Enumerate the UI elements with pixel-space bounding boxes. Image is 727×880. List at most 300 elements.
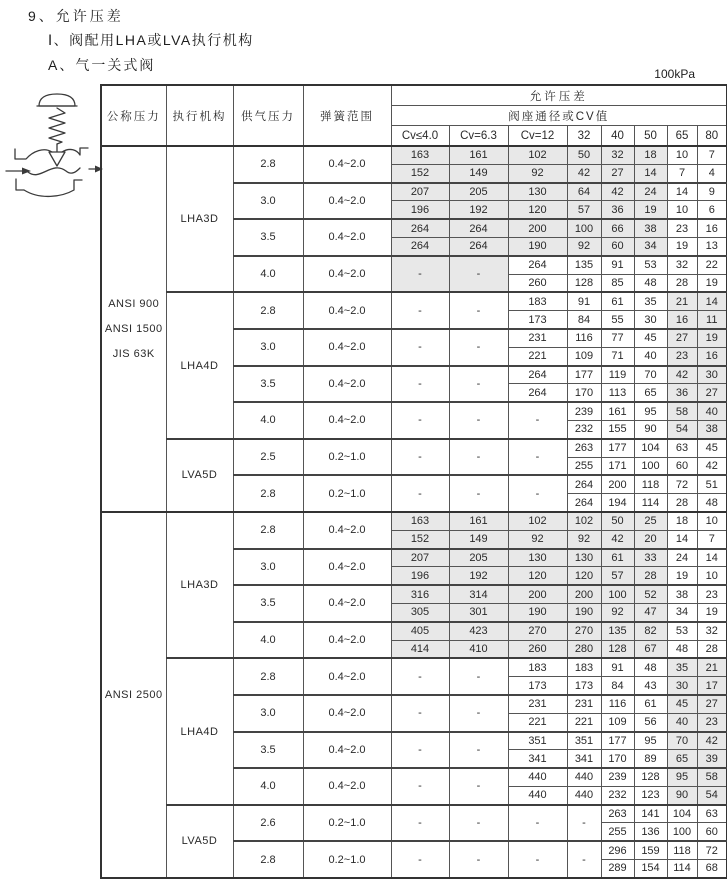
unit-note: 100kPa [654,67,695,81]
value-cell: 301 [449,603,508,621]
value-cell: 128 [601,640,634,658]
value-cell: 92 [601,603,634,621]
supply-pressure-cell: 2.8 [233,658,303,695]
value-cell: 30 [697,366,727,384]
value-cell: 194 [601,494,634,512]
value-cell: 23 [697,585,727,603]
value-cell: 116 [601,695,634,713]
value-cell: 130 [567,549,601,567]
value-cell: 23 [667,219,697,237]
value-cell: 341 [567,750,601,768]
header-row-1 [101,85,727,106]
value-cell: 270 [508,622,567,640]
value-cell: 239 [567,402,601,420]
actuator-cell: LHA4D [166,658,233,804]
header-actuator: 执行机构 [166,85,233,146]
value-cell: 35 [667,658,697,676]
value-cell: 14 [667,183,697,201]
value-cell: 231 [508,329,567,347]
value-cell: 270 [567,622,601,640]
value-cell: 91 [601,658,634,676]
value-cell: 200 [601,475,634,493]
value-cell: 114 [667,860,697,878]
dash-cell: - [449,366,508,403]
spring-range-cell: 0.4~2.0 [303,512,391,549]
spring-range-cell: 0.4~2.0 [303,366,391,403]
header-allowable-dp: 允许压差 [391,85,727,106]
value-cell: 54 [667,420,697,438]
dash-cell: - [508,475,567,512]
supply-pressure-cell: 4.0 [233,622,303,659]
value-cell: 82 [634,622,667,640]
actuator-cell: LHA3D [166,512,233,658]
spring-range-cell: 0.4~2.0 [303,183,391,220]
value-cell: 14 [697,549,727,567]
header-cv-col-3: 32 [567,126,601,147]
value-cell: 263 [567,439,601,457]
value-cell: 42 [697,732,727,750]
value-cell: 61 [601,292,634,310]
value-cell: 232 [601,786,634,804]
spring-range-cell: 0.4~2.0 [303,219,391,256]
value-cell: 264 [449,237,508,255]
value-cell: 43 [634,677,667,695]
value-cell: 58 [697,768,727,786]
value-cell: 42 [697,457,727,475]
value-cell: 54 [697,786,727,804]
nominal-pressure-cell [101,146,166,512]
value-cell: 45 [697,439,727,457]
spring-range-cell: 0.4~2.0 [303,622,391,659]
value-cell: 90 [634,420,667,438]
value-cell: 104 [634,439,667,457]
dash-cell: - [391,256,449,293]
dash-cell: - [391,329,449,366]
value-cell: 60 [601,237,634,255]
dash-cell: - [391,292,449,329]
value-cell: 190 [567,603,601,621]
value-cell: 23 [667,347,697,365]
value-cell: 130 [508,183,567,201]
value-cell: 113 [601,384,634,402]
value-cell: 6 [697,201,727,219]
spring-range-cell: 0.4~2.0 [303,732,391,769]
value-cell: 100 [601,585,634,603]
value-cell: 163 [391,512,449,530]
value-cell: 102 [508,146,567,164]
body-upper-right [62,148,88,155]
value-cell: 177 [601,732,634,750]
value-cell: 200 [508,585,567,603]
section-title: 9、允许压差 [28,8,124,24]
dash-cell: - [567,805,601,842]
header-cv-col-6: 65 [667,126,697,147]
value-cell: 316 [391,585,449,603]
value-cell: 27 [601,164,634,182]
value-cell: 161 [449,512,508,530]
dash-cell: - [391,475,449,512]
spring-range-cell: 0.4~2.0 [303,549,391,586]
value-cell: 34 [634,237,667,255]
dash-cell: - [391,841,449,878]
dash-cell: - [391,695,449,732]
table-row [101,146,727,164]
pneumatic-valve-diagram-icon [4,92,104,198]
header-nominal-pressure: 公称压力 [101,85,166,146]
value-cell: 264 [391,237,449,255]
value-cell: 28 [667,274,697,292]
value-cell: 28 [697,640,727,658]
value-cell: 173 [567,677,601,695]
value-cell: 155 [601,420,634,438]
value-cell: 314 [449,585,508,603]
value-cell: 296 [601,841,634,859]
value-cell: 260 [508,274,567,292]
value-cell: 92 [508,530,567,548]
valve-plug [49,152,65,166]
spring-range-cell: 0.4~2.0 [303,256,391,293]
value-cell: 72 [697,841,727,859]
value-cell: 48 [697,494,727,512]
value-cell: 63 [667,439,697,457]
value-cell: 183 [508,658,567,676]
value-cell: 57 [601,567,634,585]
value-cell: 177 [601,439,634,457]
value-cell: 255 [567,457,601,475]
value-cell: 51 [697,475,727,493]
value-cell: 33 [634,549,667,567]
supply-pressure-cell: 3.5 [233,219,303,256]
value-cell: 120 [508,201,567,219]
body-lower [24,180,82,196]
value-cell: 19 [697,274,727,292]
dash-cell: - [391,768,449,805]
value-cell: 440 [567,786,601,804]
supply-pressure-cell: 3.5 [233,732,303,769]
dash-cell: - [449,402,508,439]
value-cell: 68 [697,860,727,878]
value-cell: 16 [697,219,727,237]
value-cell: 60 [697,823,727,841]
value-cell: 36 [667,384,697,402]
value-cell: 177 [567,366,601,384]
value-cell: 39 [697,750,727,768]
value-cell: 50 [567,146,601,164]
dash-cell: - [508,841,567,878]
value-cell: 61 [634,695,667,713]
value-cell: 231 [508,695,567,713]
spring-range-cell: 0.4~2.0 [303,146,391,183]
value-cell: 42 [601,183,634,201]
value-cell: 192 [449,567,508,585]
dash-cell: - [449,658,508,695]
value-cell: 100 [667,823,697,841]
value-cell: 85 [601,274,634,292]
value-cell: 22 [697,256,727,274]
value-cell: 25 [634,512,667,530]
dash-cell: - [391,805,449,842]
table-row [101,658,727,676]
value-cell: 67 [634,640,667,658]
value-cell: 50 [601,512,634,530]
value-cell: 173 [508,311,567,329]
value-cell: 100 [567,219,601,237]
supply-pressure-cell: 4.0 [233,256,303,293]
value-cell: 9 [697,183,727,201]
spring-range-cell: 0.2~1.0 [303,841,391,878]
value-cell: 28 [634,567,667,585]
value-cell: 27 [697,695,727,713]
value-cell: 42 [601,530,634,548]
value-cell: 92 [508,164,567,182]
value-cell: 154 [634,860,667,878]
value-cell: 91 [567,292,601,310]
spring-range-cell: 0.4~2.0 [303,402,391,439]
value-cell: 170 [567,384,601,402]
table-body [101,85,727,878]
header-spring-range: 弹簧范围 [303,85,391,146]
value-cell: 130 [508,549,567,567]
value-cell: 200 [508,219,567,237]
value-cell: 18 [634,146,667,164]
value-cell: 405 [391,622,449,640]
value-cell: 91 [601,256,634,274]
value-cell: 13 [697,237,727,255]
value-cell: 264 [508,384,567,402]
dash-cell: - [449,768,508,805]
value-cell: 19 [667,237,697,255]
value-cell: 35 [634,292,667,310]
value-cell: 264 [508,366,567,384]
value-cell: 119 [601,366,634,384]
value-cell: 120 [567,567,601,585]
value-cell: 109 [567,347,601,365]
value-cell: 64 [567,183,601,201]
value-cell: 42 [667,366,697,384]
dash-cell: - [449,329,508,366]
value-cell: 53 [667,622,697,640]
dash-cell: - [391,439,449,476]
value-cell: 71 [601,347,634,365]
pressure-label: JIS 63K [112,347,155,360]
pressure-differential-table [100,84,727,879]
table-row [101,292,727,310]
value-cell: 136 [634,823,667,841]
value-cell: 205 [449,183,508,201]
spring-range-cell: 0.4~2.0 [303,329,391,366]
value-cell: 423 [449,622,508,640]
dash-cell: - [508,439,567,476]
value-cell: 149 [449,530,508,548]
value-cell: 109 [601,713,634,731]
value-cell: 116 [567,329,601,347]
value-cell: 239 [601,768,634,786]
dash-cell: - [449,475,508,512]
value-cell: 123 [634,786,667,804]
value-cell: 192 [449,201,508,219]
dash-cell: - [449,292,508,329]
value-cell: 152 [391,164,449,182]
value-cell: 70 [634,366,667,384]
supply-pressure-cell: 4.0 [233,768,303,805]
value-cell: 48 [634,274,667,292]
value-cell: 21 [667,292,697,310]
value-cell: 4 [697,164,727,182]
value-cell: 28 [667,494,697,512]
supply-pressure-cell: 2.5 [233,439,303,476]
supply-pressure-cell: 3.0 [233,183,303,220]
value-cell: 32 [667,256,697,274]
value-cell: 264 [449,219,508,237]
value-cell: 16 [697,347,727,365]
value-cell: 95 [634,732,667,750]
value-cell: 40 [634,347,667,365]
spring-range-cell: 0.2~1.0 [303,805,391,842]
value-cell: 161 [601,402,634,420]
value-cell: 95 [667,768,697,786]
body-flow-path [28,168,80,175]
dash-cell: - [449,732,508,769]
value-cell: 10 [697,567,727,585]
header-cv-col-7: 80 [697,126,727,147]
header-cv-col-0: Cv≤4.0 [391,126,449,147]
value-cell: 63 [697,805,727,823]
value-cell: 264 [391,219,449,237]
dash-cell: - [449,805,508,842]
header-supply-pressure: 供气压力 [233,85,303,146]
value-cell: 34 [667,603,697,621]
value-cell: 36 [601,201,634,219]
value-cell: 58 [667,402,697,420]
value-cell: 19 [667,567,697,585]
header-cv-col-1: Cv=6.3 [449,126,508,147]
dash-cell: - [449,439,508,476]
value-cell: 32 [601,146,634,164]
supply-pressure-cell: 3.0 [233,695,303,732]
actuator-dome [39,94,75,106]
dash-cell: - [391,732,449,769]
value-cell: 161 [449,146,508,164]
value-cell: 38 [697,420,727,438]
value-cell: 118 [634,475,667,493]
header-cv-col-4: 40 [601,126,634,147]
value-cell: 60 [667,457,697,475]
value-cell: 141 [634,805,667,823]
value-cell: 200 [567,585,601,603]
spring-range-cell: 0.2~1.0 [303,439,391,476]
value-cell: 280 [567,640,601,658]
value-cell: 190 [508,237,567,255]
value-cell: 7 [697,146,727,164]
dash-cell: - [391,402,449,439]
value-cell: 72 [667,475,697,493]
value-cell: 40 [697,402,727,420]
valve-type-title: A、气一关式阀 [48,57,156,73]
value-cell: 18 [667,512,697,530]
spring-range-cell: 0.2~1.0 [303,475,391,512]
value-cell: 128 [634,768,667,786]
value-cell: 38 [667,585,697,603]
value-cell: 163 [391,146,449,164]
value-cell: 305 [391,603,449,621]
value-cell: 65 [667,750,697,768]
value-cell: 84 [567,311,601,329]
value-cell: 196 [391,201,449,219]
value-cell: 205 [449,549,508,567]
value-cell: 14 [634,164,667,182]
value-cell: 10 [697,512,727,530]
value-cell: 120 [508,567,567,585]
value-cell: 114 [634,494,667,512]
value-cell: 231 [567,695,601,713]
value-cell: 207 [391,183,449,201]
dash-cell: - [508,805,567,842]
value-cell: 232 [567,420,601,438]
value-cell: 24 [634,183,667,201]
spring-range-cell: 0.4~2.0 [303,658,391,695]
pressure-label: ANSI 900 [108,297,160,310]
value-cell: 341 [508,750,567,768]
actuator-cell: LVA5D [166,439,233,512]
dash-cell: - [391,658,449,695]
table-row [101,805,727,823]
value-cell: 102 [567,512,601,530]
dash-cell: - [391,366,449,403]
value-cell: 207 [391,549,449,567]
value-cell: 351 [567,732,601,750]
value-cell: 104 [667,805,697,823]
value-cell: 410 [449,640,508,658]
value-cell: 7 [697,530,727,548]
value-cell: 57 [567,201,601,219]
value-cell: 173 [508,677,567,695]
dash-cell: - [508,402,567,439]
subsection-title: Ⅰ、阀配用LHA或LVA执行机构 [48,32,254,48]
value-cell: 20 [634,530,667,548]
value-cell: 10 [667,201,697,219]
value-cell: 264 [567,494,601,512]
value-cell: 42 [567,164,601,182]
value-cell: 440 [508,786,567,804]
value-cell: 19 [697,603,727,621]
value-cell: 89 [634,750,667,768]
table-row [101,512,727,530]
spring-range-cell: 0.4~2.0 [303,585,391,622]
value-cell: 19 [634,201,667,219]
dash-cell: - [449,841,508,878]
value-cell: 27 [667,329,697,347]
actuator-cell: LHA4D [166,292,233,438]
value-cell: 135 [601,622,634,640]
value-cell: 171 [601,457,634,475]
header-cv-col-5: 50 [634,126,667,147]
pressure-label: ANSI 2500 [104,688,163,701]
value-cell: 170 [601,750,634,768]
value-cell: 95 [634,402,667,420]
value-cell: 183 [508,292,567,310]
supply-pressure-cell: 2.8 [233,292,303,329]
value-cell: 30 [634,311,667,329]
value-cell: 21 [697,658,727,676]
nominal-pressure-cell [101,512,166,878]
value-cell: 263 [601,805,634,823]
value-cell: 260 [508,640,567,658]
value-cell: 221 [508,347,567,365]
value-cell: 159 [634,841,667,859]
value-cell: 414 [391,640,449,658]
value-cell: 84 [601,677,634,695]
spring-range-cell: 0.4~2.0 [303,768,391,805]
